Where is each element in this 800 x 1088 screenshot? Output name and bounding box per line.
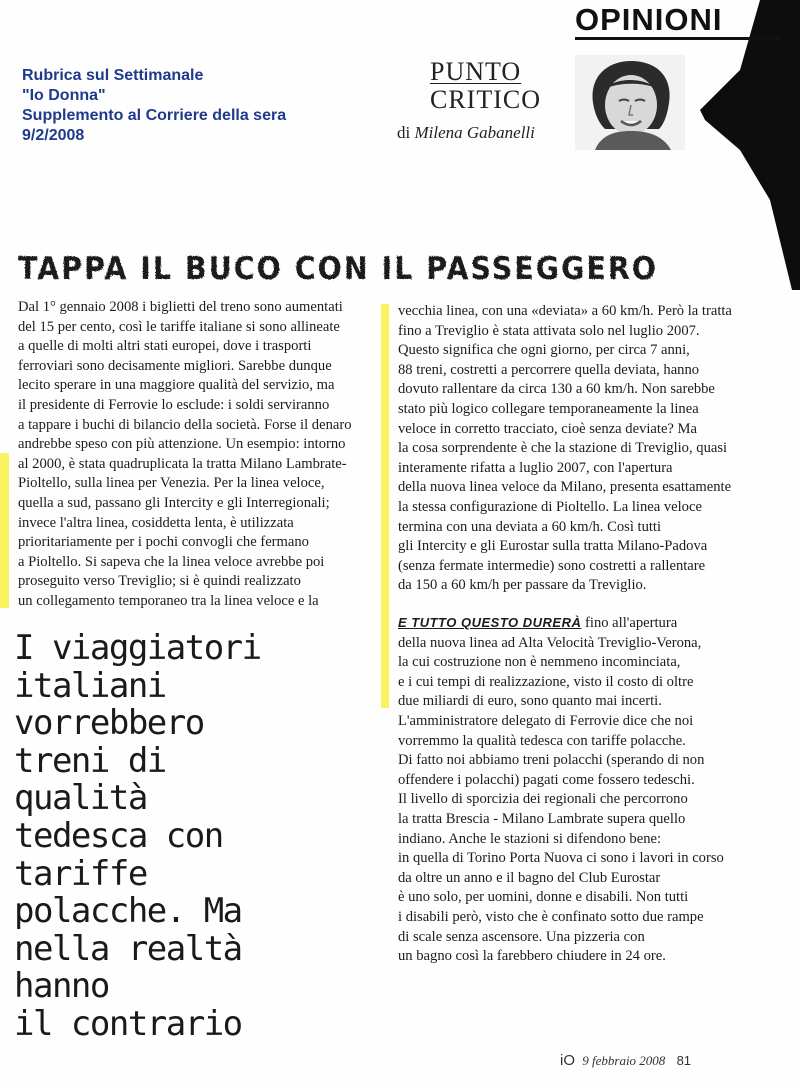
text-line: è uno solo, per uomini, donne e disabili. Non tutti <box>398 889 689 906</box>
text-line: da oltre un anno e il bagno del Club Eurostar <box>398 869 661 886</box>
text-line: stato più logico collegare temporaneamente la linea <box>398 400 699 417</box>
text-line: lecito sperare in una maggiore qualità del servizio, ma <box>18 377 335 394</box>
text-line: dovuto rallentare da circa 130 a 60 km/h. Non sarebbe <box>398 381 715 398</box>
text-line: veloce in corretto tracciato, cioè senza deviate? Ma <box>398 420 698 437</box>
text-line: Dal 1° gennaio 2008 i biglietti del treno sono aumentati <box>18 299 343 315</box>
section-title: OPINIONI <box>575 2 723 37</box>
highlighter-mark <box>381 304 389 708</box>
pull-quote-line: italiani <box>14 665 166 706</box>
text-line: di scale senza ascensore. Una pizzeria con <box>398 928 645 945</box>
byline-prefix: di <box>397 123 411 142</box>
text-line: interamente rifatta a luglio 2007, con l'apertura <box>398 459 673 476</box>
pull-quote-line: tedesca con <box>14 815 223 856</box>
text-line: del 15 per cento, così le tariffe italiane si sono allineate <box>18 318 340 335</box>
text-line: L'amministratore delegato di Ferrovie dice che noi <box>398 712 694 729</box>
text-line: andrebbe speso con più attenzione. Un esempio: intorno <box>18 436 346 453</box>
text-line: la stessa configurazione di Pioltello. La linea veloce <box>398 498 702 515</box>
text-line: termina con una deviata a 60 km/h. Così tutti <box>398 518 662 535</box>
text-line: proseguito verso Treviglio; si è quindi realizzato <box>18 573 301 590</box>
text-line: un collegamento temporaneo tra la linea veloce e la <box>18 592 319 609</box>
text-line: vorremmo la qualità tedesca con tariffe polacche. <box>398 732 686 749</box>
text-line: due miliardi di euro, sono quanto mai incerti. <box>398 693 662 710</box>
pull-quote-line: qualità <box>14 778 147 819</box>
text-line: la cosa sorprendente è che la stazione di Treviglio, quasi <box>398 440 728 457</box>
text-line: offendere i polacchi) pagati come fossero tedeschi. <box>398 771 695 788</box>
article-headline <box>18 248 678 288</box>
text-line: Questo significa che ogni giorno, per circa 7 anni, <box>398 342 690 359</box>
pull-quote-line: nella realtà <box>14 928 242 969</box>
pull-quote-line: vorrebbero <box>14 703 204 744</box>
article-column-left <box>18 298 373 612</box>
annotation-note <box>22 66 352 146</box>
text-line: quella a sud, passano gli Intercity e gli Interregionali; <box>18 494 330 511</box>
pull-quote-line: treni di <box>14 740 166 781</box>
text-line: della nuova linea veloce da Milano, presenta esattamente <box>398 479 732 496</box>
pull-quote-line: I viaggiatori <box>14 628 261 668</box>
section-rule <box>575 37 780 40</box>
paragraph-lead-in: E TUTTO QUESTO DURERÀ <box>398 615 582 630</box>
text-line: a Pioltello. Si sapeva che la linea veloce avrebbe poi <box>18 553 325 570</box>
text-line: gli Intercity e gli Eurostar sulla tratta Milano-Padova <box>398 538 708 555</box>
column-title-line: PUNTO <box>430 57 522 86</box>
pull-quote-line: il contrario <box>14 1003 242 1044</box>
note-line: "Io Donna" <box>22 87 106 104</box>
column-title-line: CRITICO <box>430 85 541 114</box>
text-line: la cui costruzione non è nemmeno incominciata, <box>398 654 681 671</box>
text-line: a quelle di molti altri stati europei, dove i trasporti <box>18 338 312 355</box>
pull-quote-line: tariffe <box>14 853 147 894</box>
text-line: la tratta Brescia - Milano Lambrate supera quello <box>398 810 686 827</box>
text-fragment: fino all'apertura <box>581 615 678 631</box>
highlighter-mark <box>0 453 9 608</box>
text-line: fino a Treviglio è stata attivata solo nel luglio 2007. <box>398 322 700 339</box>
text-line: ferroviari sono decisamente migliori. Sarebbe dunque <box>18 357 332 374</box>
headline-text: TAPPA IL BUCO CON IL PASSEGGERO <box>18 251 658 287</box>
article-column-right-bottom <box>398 613 768 967</box>
note-line: 9/2/2008 <box>22 127 85 144</box>
page-footer <box>560 1052 780 1069</box>
text-line: e i cui tempi di realizzazione, visto il costo di oltre <box>398 673 694 690</box>
text-line: 88 treni, costretti a percorrere quella deviata, hanno <box>398 361 700 378</box>
author-portrait <box>575 55 685 150</box>
issue-date: 9 febbraio 2008 <box>582 1053 666 1068</box>
text-line: il presidente di Ferrovie lo esclude: i soldi serviranno <box>18 396 330 413</box>
text-line: Di fatto noi abbiamo treni polacchi (sperando di non <box>398 752 705 769</box>
text-line: vecchia linea, con una «deviata» a 60 km/h. Però la tratta <box>398 303 732 319</box>
text-line: della nuova linea ad Alta Velocità Treviglio-Verona, <box>398 634 702 651</box>
decorative-black-wedge <box>700 0 800 290</box>
text-line: prioritariamente per i pochi convogli che fermano <box>18 534 309 551</box>
text-line: indiano. Anche le stazioni si difendono bene: <box>398 830 662 847</box>
note-line: Supplemento al Corriere della sera <box>22 107 287 124</box>
magazine-logo: iO <box>560 1052 575 1069</box>
page-number: 81 <box>676 1053 692 1068</box>
text-line: da 150 a 60 km/h per passare da Treviglio. <box>398 577 647 594</box>
note-line: Rubrica sul Settimanale <box>22 67 204 84</box>
byline-author: Milena Gabanelli <box>414 123 535 142</box>
column-title <box>430 58 580 114</box>
text-line: al 2000, è stata quadruplicata la tratta Milano Lambrate- <box>18 455 347 472</box>
pull-quote-line: polacche. Ma <box>14 891 242 932</box>
pull-quote-line: hanno <box>14 966 109 1007</box>
text-line: a tappare i buchi di bilancio della società. Forse il denaro <box>18 416 352 433</box>
article-column-right-top <box>398 302 768 596</box>
text-line: (senza fermate intermedie) sono costretti a rallentare <box>398 557 706 574</box>
text-line: invece l'altra linea, cosiddetta lenta, è utilizzata <box>18 514 294 531</box>
text-line: in quella di Torino Porta Nuova ci sono i lavori in corso <box>398 850 724 867</box>
pull-quote <box>14 630 374 1044</box>
text-line <box>398 613 768 634</box>
text-line: un bagno così la farebbero chiudere in 24 ore. <box>398 948 666 965</box>
text-line: i disabili però, visto che è confinato sotto due rampe <box>398 908 704 925</box>
text-line: Il livello di sporcizia dei regionali che percorrono <box>398 791 688 808</box>
text-line: Pioltello, sulla linea per Venezia. Per la linea veloce, <box>18 475 325 492</box>
byline <box>397 123 535 143</box>
